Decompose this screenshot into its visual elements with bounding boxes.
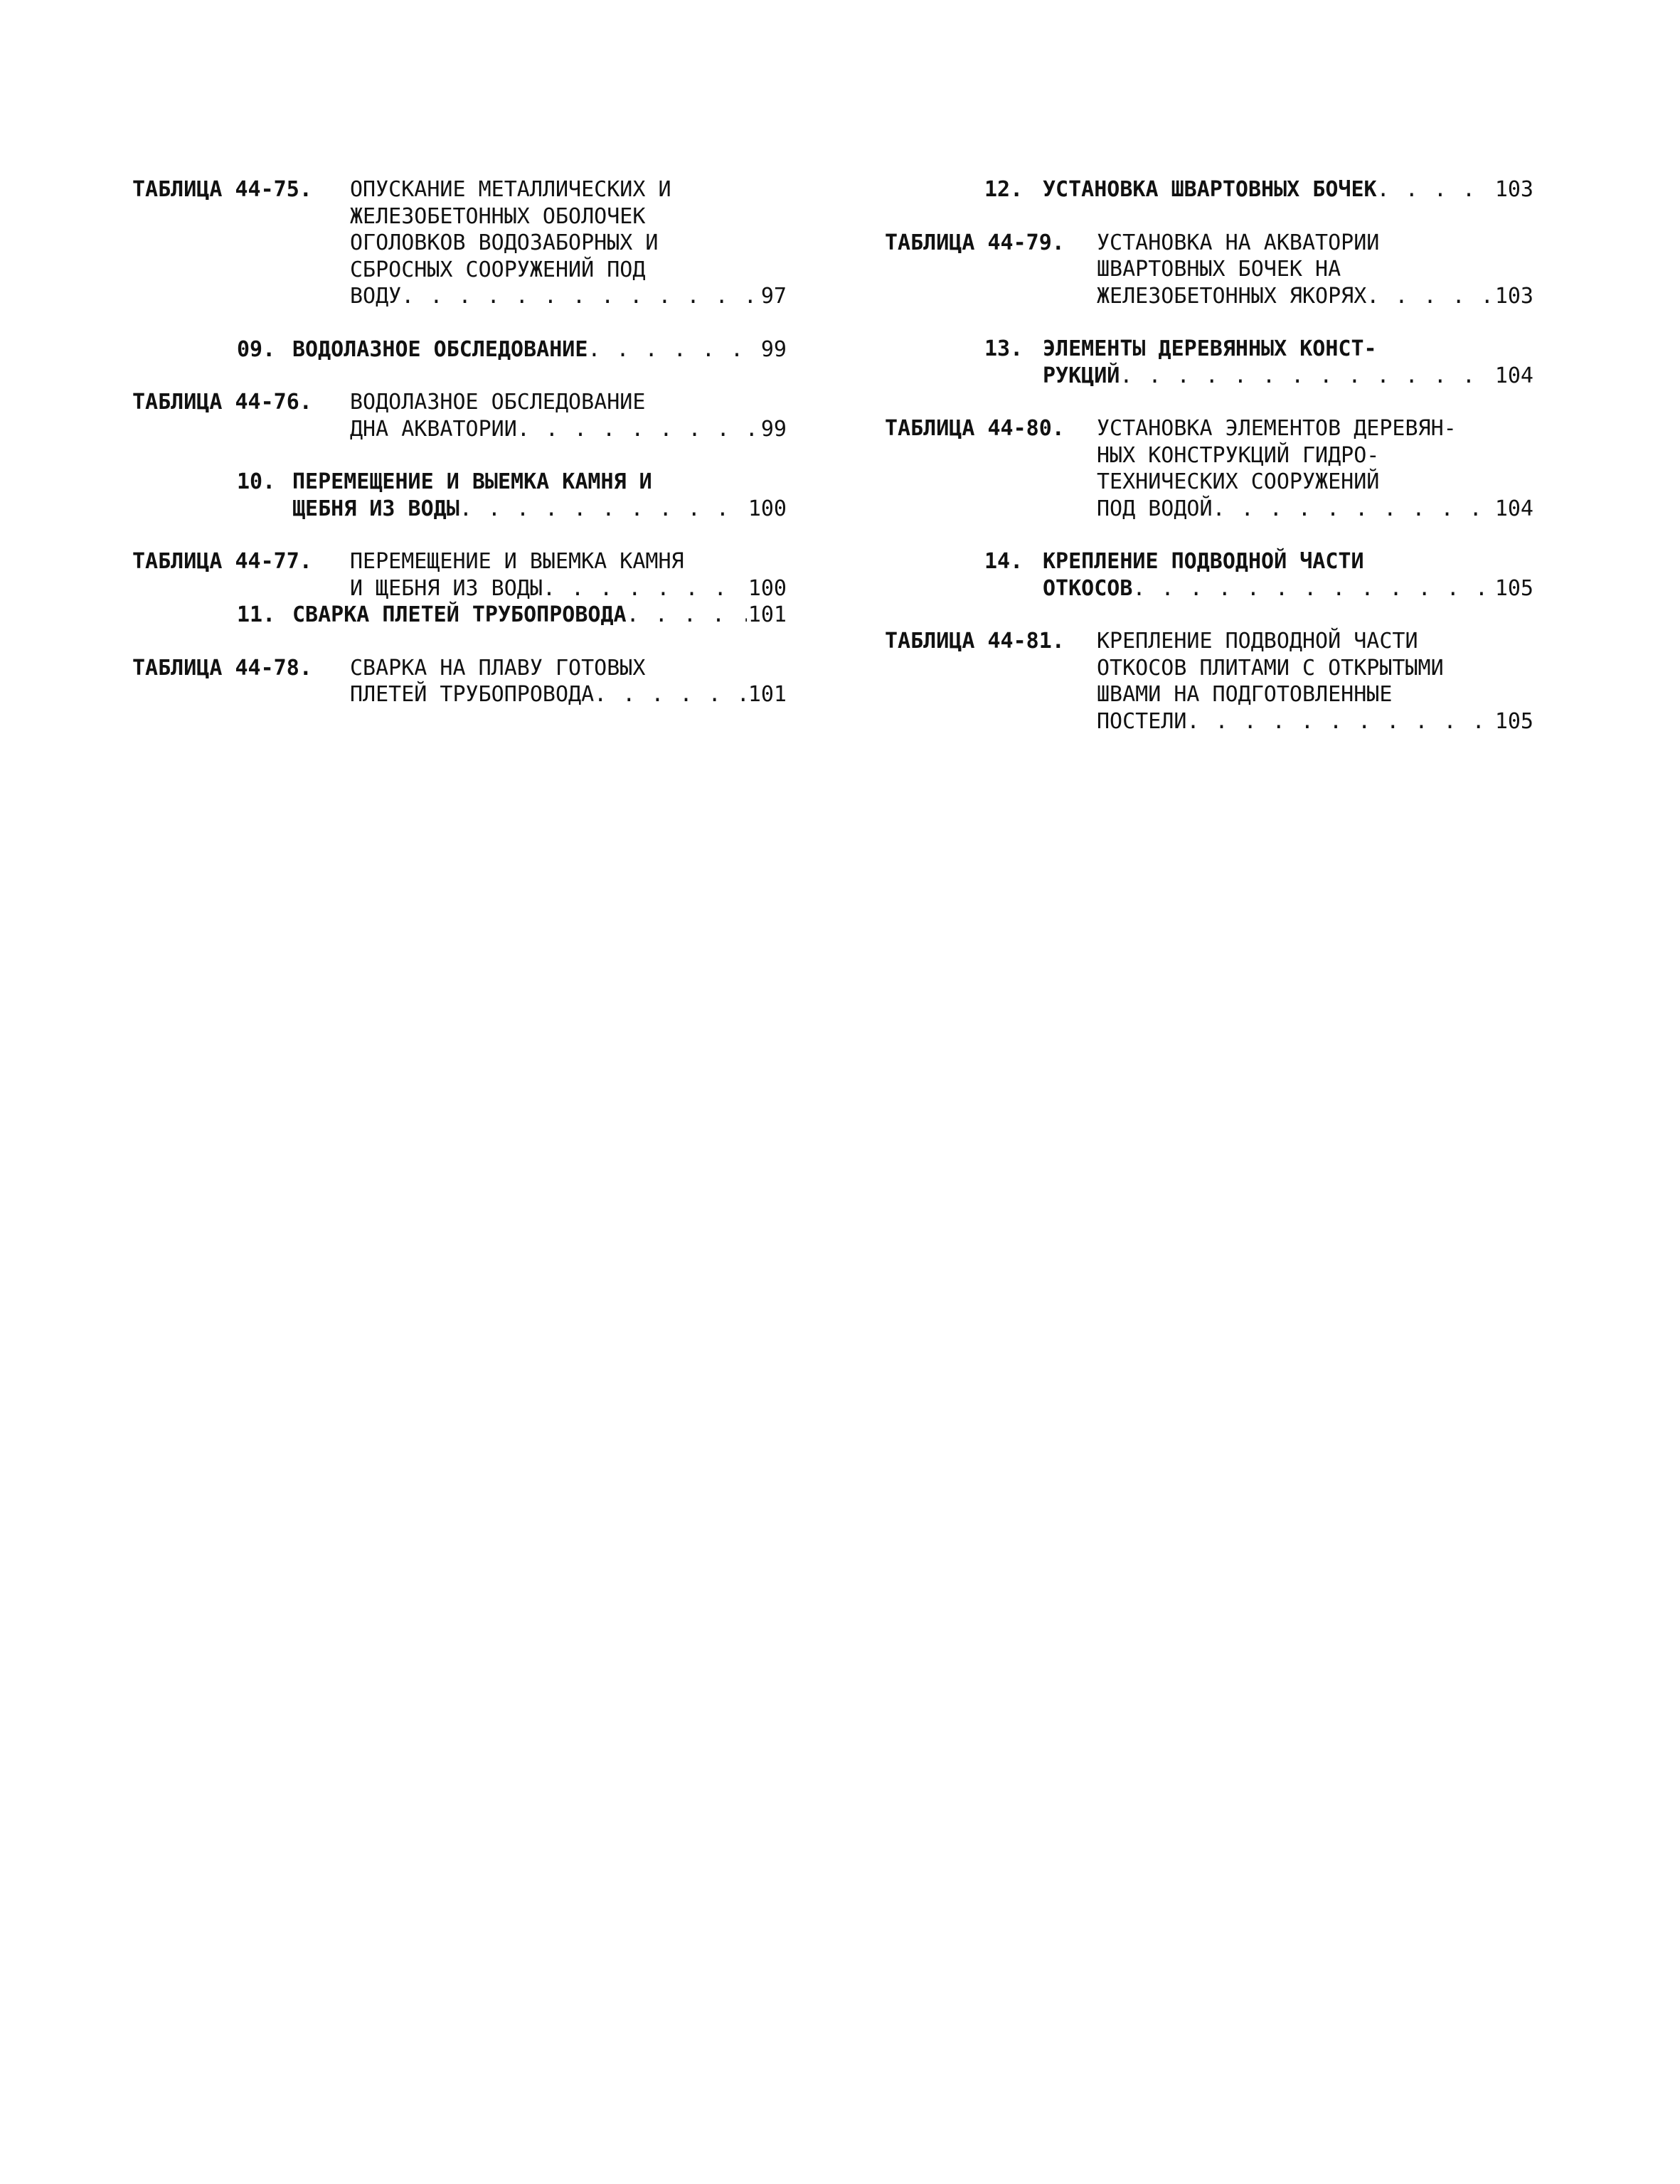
entry-title-line: ДНА АКВАТОРИИ [350,416,517,442]
page-number: 99 [760,416,787,442]
toc-table-entry [885,415,1596,522]
entry-title-line: ВОДОЛАЗНОЕ ОБСЛЕДОВАНИЕ [292,336,588,362]
entry-title-line: ТЕХНИЧЕСКИХ СООРУЖЕНИЙ [1097,469,1380,494]
table-label: ТАБЛИЦА 44-80. [885,416,1065,441]
dot-leader [1186,708,1493,735]
page-number: 100 [748,575,787,601]
entry-title-line: РУКЦИЙ [1043,363,1120,388]
entry-title-line: ОТКОСОВ ПЛИТАМИ С ОТКРЫТЫМИ [1097,655,1444,681]
toc-section-entry [132,469,844,522]
section-number: 14. [984,549,1024,574]
section-number: 09. [237,336,276,362]
entry-title-line: ЖЕЛЕЗОБЕТОННЫХ ОБОЛОЧЕК [350,203,646,229]
table-label: ТАБЛИЦА 44-75. [132,177,312,202]
toc-table-entry [132,389,844,442]
page-number: 99 [760,336,787,362]
section-number: 12. [984,177,1024,202]
toc-section-entry [885,176,1596,203]
section-number: 11. [237,602,276,627]
entry-title-line: ПОД ВОДОЙ [1097,496,1213,521]
table-label: ТАБЛИЦА 44-76. [132,390,312,415]
dot-leader [1213,496,1494,523]
entry-title-line: КРЕПЛЕНИЕ ПОДВОДНОЙ ЧАСТИ [1043,549,1364,574]
page-number: 103 [1494,177,1533,202]
toc-section-entry [885,548,1596,602]
page-number: 103 [1494,283,1533,309]
entry-title-line: СБРОСНЫХ СООРУЖЕНИЙ ПОД [350,257,646,282]
entry-title-line: СВАРКА НА ПЛАВУ ГОТОВЫХ [350,655,646,681]
dot-leader [594,681,747,708]
page-number: 105 [1494,575,1533,601]
table-label: ТАБЛИЦА 44-81. [885,629,1065,654]
section-number: 10. [237,469,276,494]
page-number: 104 [1494,496,1533,521]
entry-title-line: УСТАНОВКА ЭЛЕМЕНТОВ ДЕРЕВЯН- [1097,416,1457,441]
entry-title-line: ВОДОЛАЗНОЕ ОБСЛЕДОВАНИЕ [350,390,646,415]
toc-left-column [132,176,844,708]
dot-leader [459,496,747,523]
page-number: 101 [748,602,787,627]
toc-right-column [885,176,1596,735]
entry-title-line: ПЕРЕМЕЩЕНИЕ И ВЫЕМКА КАМНЯ [350,549,684,574]
dot-leader [1377,176,1494,203]
entry-title-line: ЖЕЛЕЗОБЕТОННЫХ ЯКОРЯХ [1097,283,1367,309]
toc-section-entry [132,336,844,363]
entry-title-line: СВАРКА ПЛЕТЕЙ ТРУБОПРОВОДА [292,602,627,627]
toc-table-entry [885,628,1596,735]
entry-title-line: КРЕПЛЕНИЕ ПОДВОДНОЙ ЧАСТИ [1097,629,1418,654]
toc-table-entry [885,230,1596,310]
dot-leader [543,575,747,602]
page-number: 104 [1494,363,1533,388]
section-number: 13. [984,336,1024,361]
table-label: ТАБЛИЦА 44-77. [132,549,312,574]
dot-leader [627,602,747,629]
toc-table-entry [132,176,844,310]
toc-section-entry [132,602,844,629]
entry-title-line: НЫХ КОНСТРУКЦИЙ ГИДРО- [1097,442,1380,468]
dot-leader [1132,575,1493,602]
entry-title-line: ЭЛЕМЕНТЫ ДЕРЕВЯННЫХ КОНСТ- [1043,336,1377,361]
dot-leader [401,283,760,310]
dot-leader [517,416,760,443]
entry-title-line: ПЛЕТЕЙ ТРУБОПРОВОДА [350,682,595,707]
toc-table-entry [132,548,844,602]
dot-leader [1366,283,1494,310]
page-number: 105 [1494,708,1533,734]
toc-table-entry [132,655,844,708]
entry-title-line: ОГОЛОВКОВ ВОДОЗАБОРНЫХ И [350,230,659,255]
dot-leader [1120,363,1493,390]
entry-title-line: И ЩЕБНЯ ИЗ ВОДЫ [350,575,543,601]
page-number: 97 [760,284,787,309]
entry-title-line: ПЕРЕМЕЩЕНИЕ И ВЫЕМКА КАМНЯ И [292,469,652,494]
page-number: 100 [748,496,787,521]
table-label: ТАБЛИЦА 44-78. [132,655,312,681]
toc-section-entry [885,336,1596,389]
page-number: 101 [748,682,787,707]
table-label: ТАБЛИЦА 44-79. [885,230,1065,255]
entry-title-line: ОПУСКАНИЕ МЕТАЛЛИЧЕСКИХ И [350,177,671,202]
entry-title-line: УСТАНОВКА ШВАРТОВНЫХ БОЧЕК [1043,177,1377,202]
entry-title-line: ОТКОСОВ [1043,575,1133,601]
dot-leader [588,336,759,363]
entry-title-line: ШВАМИ НА ПОДГОТОВЛЕННЫЕ [1097,682,1393,707]
entry-title-line: ВОДУ [350,284,402,309]
entry-title-line: УСТАНОВКА НА АКВАТОРИИ [1097,230,1380,255]
entry-title-line: ЩЕБНЯ ИЗ ВОДЫ [292,496,459,521]
entry-title-line: ШВАРТОВНЫХ БОЧЕК НА [1097,257,1341,282]
entry-title-line: ПОСТЕЛИ [1097,708,1187,734]
